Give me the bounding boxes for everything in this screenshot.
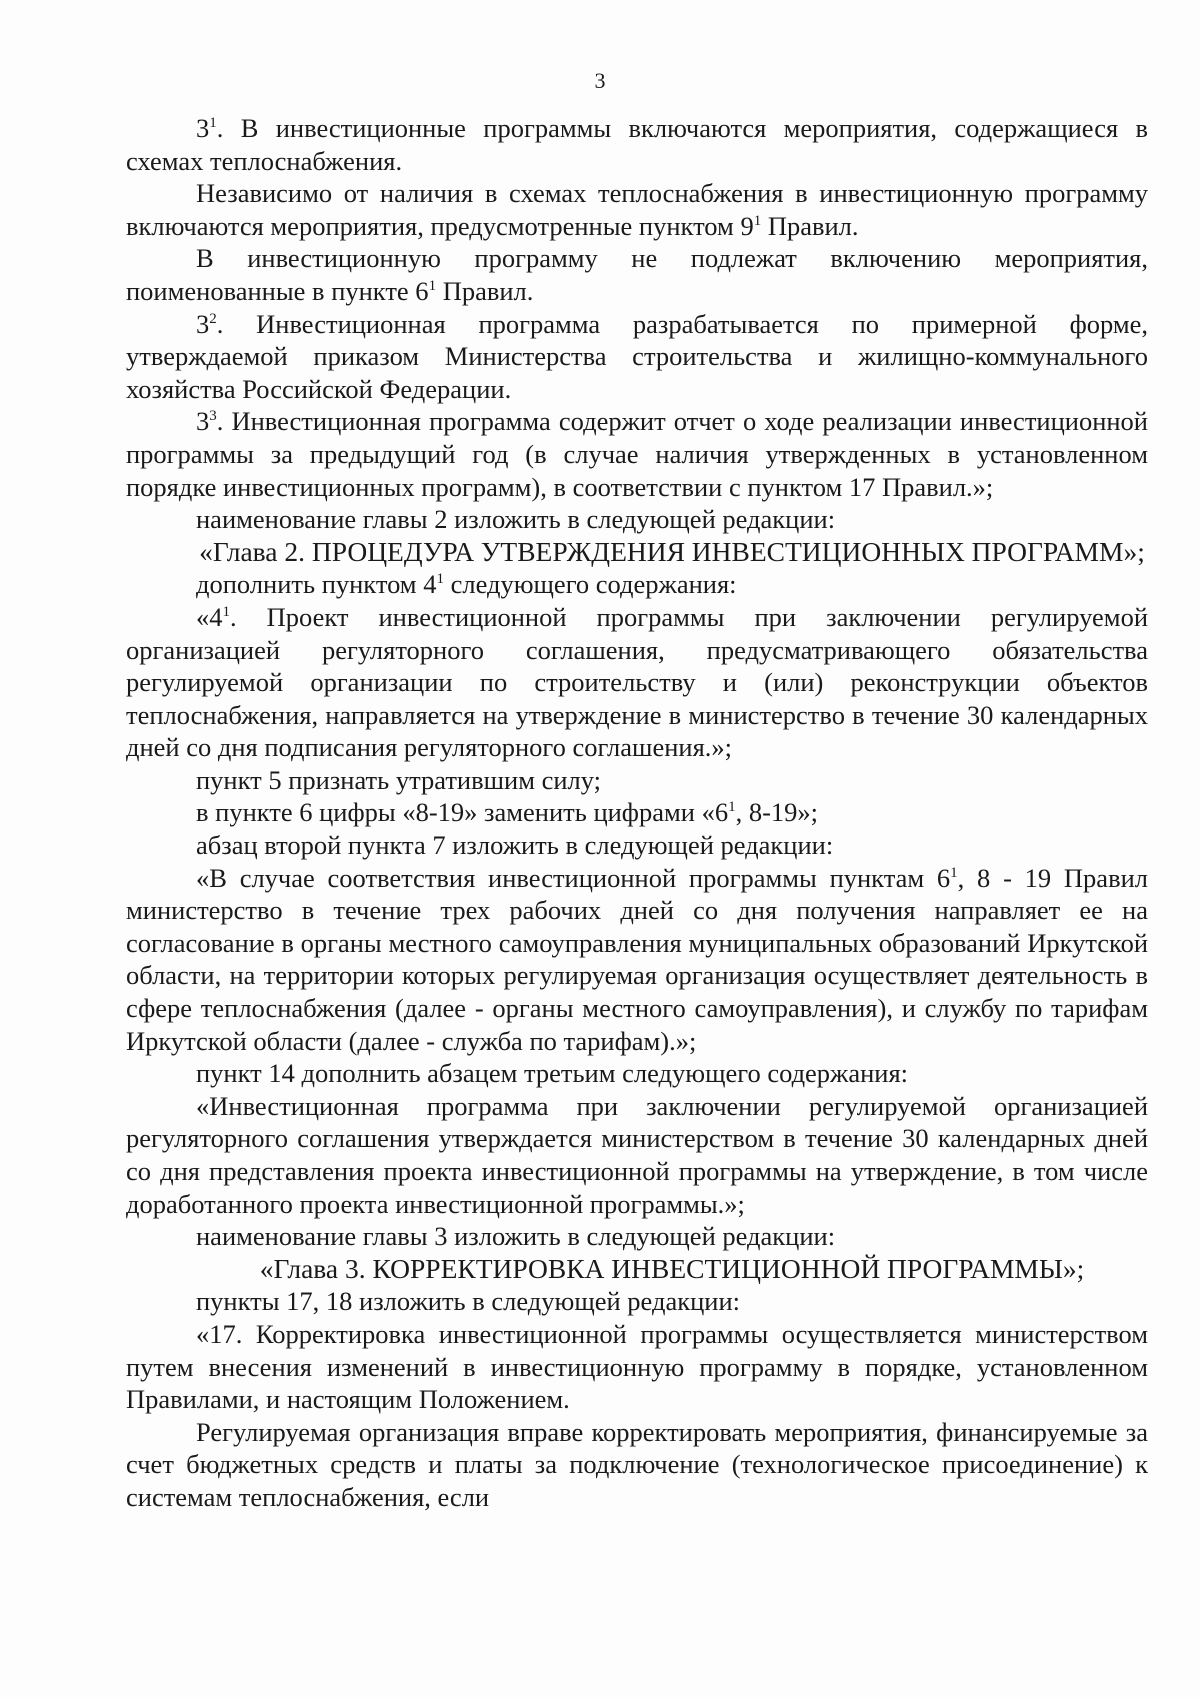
paragraph-exclusions: В инвестиционную программу не подлежат включению мероприятия, поименованные в пункте $6^1$ Правил. xyxy=(126,243,1148,306)
paragraph-3-1: $3^1$. В инвестиционные программы включаются мероприятия, содержащиеся в схемах теплоснабжения. xyxy=(126,113,1148,176)
paragraph-4-1: «$4^1$. Проект инвестиционной программы при заключении регулируемой организацией регуляторного соглашения, предусматривающего обязательства регулируемой организации по строительству и (или) реконструкции объектов теплоснабжения, направляется на утверждение в министерство в течение 30 календарных дней со дня подписания регуляторного соглашения.»; xyxy=(126,601,1148,763)
paragraph-3-2: $3^2$. Инвестиционная программа разрабатывается по примерной форме, утверждаемой приказом Министерства строительства и жилищно-коммунального хозяйства Российской Федерации. xyxy=(126,308,1148,404)
chapter-2-title: «Глава 2. ПРОЦЕДУРА УТВЕРЖДЕНИЯ ИНВЕСТИЦИОННЫХ ПРОГРАММ»; xyxy=(199,535,1145,567)
chapter-3-title: «Глава 3. КОРРЕКТИРОВКА ИНВЕСТИЦИОННОЙ ПРОГРАММЫ»; xyxy=(259,1252,1085,1284)
paragraph-regulated-org: Регулируемая организация вправе корректировать мероприятия, финансируемые за счет бюджетных средств и платы за подключение (технологическое присоединение) к системам теплоснабжения, если xyxy=(126,1416,1148,1512)
paragraph-add-4-1: дополнить пунктом $4^1$ следующего содержания: xyxy=(196,569,737,600)
paragraph-chapter2-intro: наименование главы 2 изложить в следующей редакции: xyxy=(196,504,836,535)
paragraph-point-14-text: «Инвестиционная программа при заключении регулируемой организацией регуляторного соглашения утверждается министерством в течение 30 календарных дней со дня представления проекта инвестиционной программы на утверждение, в том числе доработанного проекта инвестиционной программы.»; xyxy=(126,1090,1148,1219)
paragraph-point-5: пункт 5 признать утратившим силу; xyxy=(196,764,602,795)
paragraph-chapter3-intro: наименование главы 3 изложить в следующей редакции: xyxy=(196,1221,836,1252)
document-body xyxy=(126,112,1148,1514)
page-number: 3 xyxy=(594,68,606,93)
paragraph-point-7-text: «В случае соответствия инвестиционной программы пунктам $6^1$, 8 - 19 Правил министерство в течение трех рабочих дней со дня получения направляет ее на согласование в органы местного самоуправления муниципальных образований Иркутской области, на территории которых регулируемая организация осуществляет деятельность в сфере теплоснабжения (далее - органы местного самоуправления), и службу по тарифам Иркутской области (далее - служба по тарифам).»; xyxy=(126,862,1148,1056)
paragraph-point-14-intro: пункт 14 дополнить абзацем третьим следующего содержания: xyxy=(196,1058,909,1089)
paragraph-points-17-18-intro: пункты 17, 18 изложить в следующей редакции: xyxy=(196,1286,741,1317)
paragraph-point-7-intro: абзац второй пункта 7 изложить в следующей редакции: xyxy=(196,830,834,861)
paragraph-independent: Независимо от наличия в схемах теплоснабжения в инвестиционную программу включаются мероприятия, предусмотренные пунктом $9^1$ Правил. xyxy=(126,178,1148,241)
paragraph-point-6: в пункте 6 цифры «8-19» заменить цифрами «$6^1$, 8-19»; xyxy=(196,797,819,828)
paragraph-point-17: «17. Корректировка инвестиционной программы осуществляется министерством путем внесения изменений в инвестиционную программу в порядке, установленном Правилами, и настоящим Положением. xyxy=(126,1318,1148,1415)
paragraph-3-3: $3^3$. Инвестиционная программа содержит отчет о ходе реализации инвестиционной программы за предыдущий год (в случае наличия утвержденных в установленном порядке инвестиционных программ), в соответствии с пунктом 17 Правил.»; xyxy=(126,406,1148,502)
